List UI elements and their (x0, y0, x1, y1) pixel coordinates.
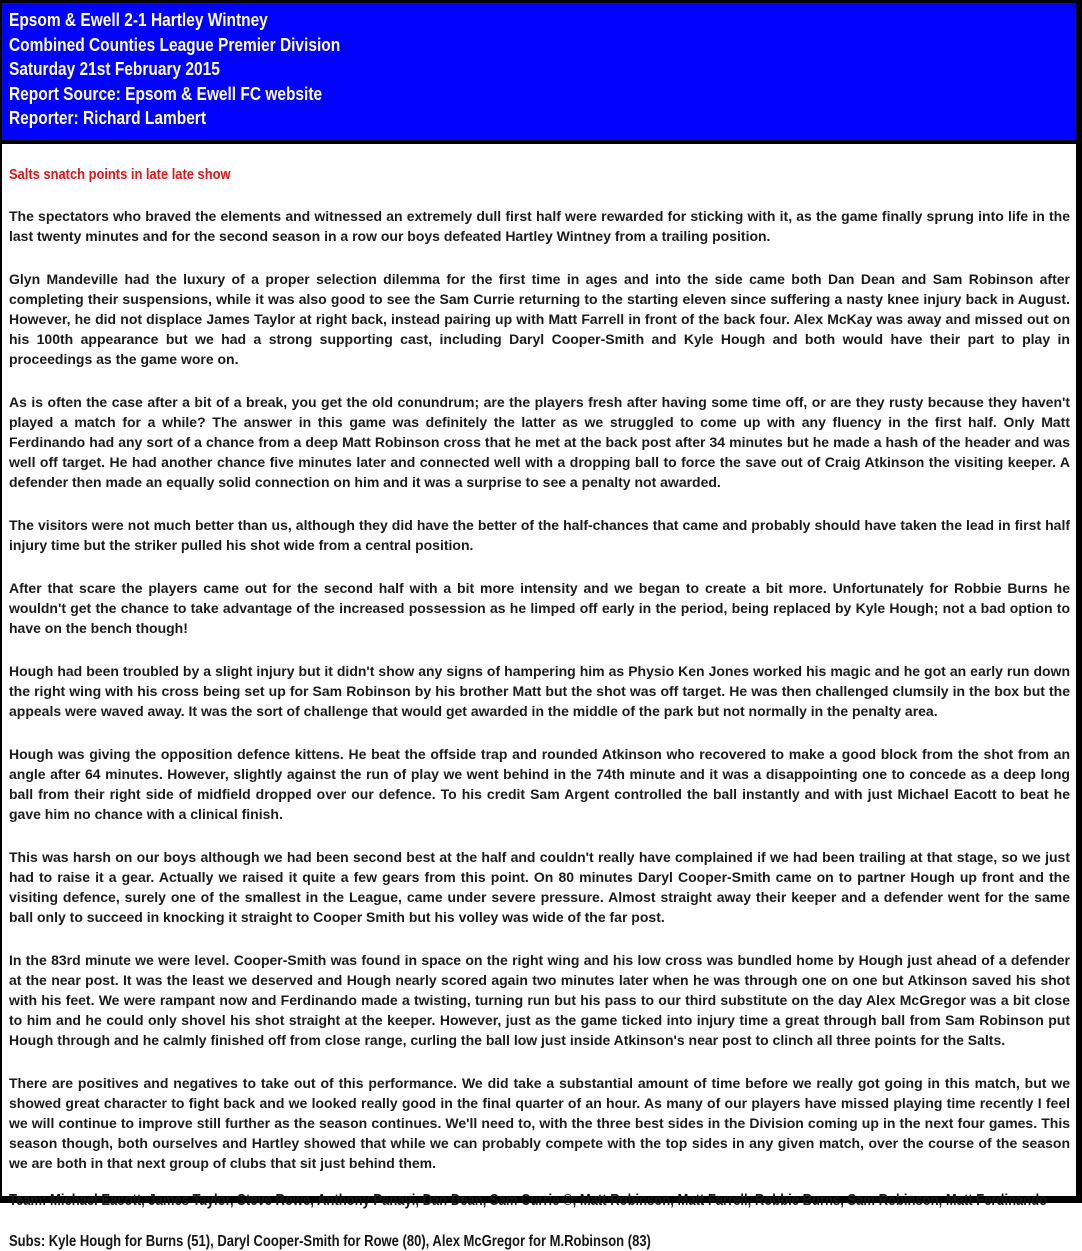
match-date: Saturday 21st February 2015 (9, 59, 220, 80)
report-body (2, 206, 1076, 1173)
report-headline: Salts snatch points in late late show (9, 165, 231, 183)
report-paragraph: Hough was giving the opposition defence kittens. He beat the offside trap and rounded Atkinson who recovered to make a good block from the shot from an angle after 64 minutes. However, slightly against the run of play we went behind in the 74th minute and it was a disappointing one to concede as a deep long ball from their right side of midfield dropped over our defence. To his credit Sam Argent controlled the ball instantly and with just Michael Eacott to beat he gave him no chance with a clinical finish. (9, 745, 1070, 822)
report-paragraph: The visitors were not much better than us, although they did have the better of the half-chances that came and probably should have taken the lead in first half injury time but the striker pulled his shot wide from a central position. (9, 516, 1070, 553)
report-paragraph: There are positives and negatives to take out of this performance. We did take a substantial amount of time before we really got going in this match, but we showed great character to fight back and we looked really good in the final quarter of an hour. As many of our players have missed playing time recently I feel we will continue to improve still further as the season continues. We'll need to, with the three best sides in the Division coming up in the next four games. This season though, both ourselves and Hartley showed that while we can probably compete with the top sides in any given match, over the course of the season we are both in that next group of clubs that sit just behind them. (9, 1074, 1070, 1171)
report-paragraph: After that scare the players came out for the second half with a bit more intensity and we began to create a bit more. Unfortunately for Robbie Burns he wouldn't get the chance to take advantage of the increased possession as he limped off early in the period, being replaced by Kyle Hough; not a bad option to have on the bench though! (9, 579, 1070, 636)
report-paragraph: Glyn Mandeville had the luxury of a proper selection dilemma for the first time in ages and into the side came both Dan Dean and Sam Robinson after completing their suspensions, while it was also good to see the Sam Currie returning to the starting eleven since suffering a nasty knee injury back in August. However, he did not displace James Taylor at right back, instead pairing up with Matt Farrell in front of the back four. Alex McKay was away and missed out on his 100th appearance but we had a strong supporting cast, including Daryl Cooper-Smith and Kyle Hough and both would have their part to play in proceedings as the game wore on. (9, 270, 1070, 367)
team-lineup: Team: Michael Eacott, James Taylor, Steve Rowe, Anthony Panayi, Dan Dean, Sam Currie ©, Matt Robinson, Matt Farrell, Robbie Burns, Sam Robinson, Matt Ferdinando (9, 1191, 1048, 1209)
competition-name: Combined Counties League Premier Division (9, 34, 341, 55)
reporter-name: Reporter: Richard Lambert (9, 108, 206, 129)
report-paragraph: Hough had been troubled by a slight injury but it didn't show any signs of hampering him as Physio Ken Jones worked his magic and he got an early run down the right wing with his cross being set up for Sam Robinson by his brother Matt but the shot was off target. He was then challenged clumsily in the box but the appeals were waved away. It was the sort of challenge that would get awarded in the middle of the park but not normally in the penalty area. (9, 662, 1070, 719)
report-header (2, 3, 1076, 144)
report-paragraph: As is often the case after a bit of a break, you get the old conundrum; are the players fresh after having some time off, or are they rusty because they haven't played a match for a while? The answer in this game was definitely the latter as we struggled to come up with any fluency in the first half. Only Matt Ferdinando had any sort of a chance from a deep Matt Robinson cross that he met at the back post after 34 minutes but he made a hash of the header and was well off target. He had another chance five minutes later and connected well with a dropping ball to force the save out of Craig Atkinson the visiting keeper. A defender then made an equally solid connection on him and it was a surprise to see a penalty not awarded. (9, 393, 1070, 490)
report-paragraph: The spectators who braved the elements and witnessed an extremely dull first half were rewarded for sticking with it, as the game finally sprung into life in the last twenty minutes and for the second season in a row our boys defeated Hartley Wintney from a trailing position. (9, 207, 1070, 244)
substitutes-list: Subs: Kyle Hough for Burns (51), Daryl Cooper-Smith for Rowe (80), Alex McGregor for M.Robinson (83) (9, 1232, 651, 1250)
match-title: Epsom & Ewell 2-1 Hartley Wintney (9, 10, 268, 30)
report-paragraph: This was harsh on our boys although we had been second best at the half and couldn't really have complained if we had been trailing at that stage, so we just had to raise it a gear. Actually we raised it quite a few gears from this point. On 80 minutes Daryl Cooper-Smith came on to partner Hough up front and the visiting defence, surely one of the smallest in the League, came under severe pressure. Almost straight away their keeper and a defender went for the same ball only to succeed in knocking it straight to Cooper Smith but his volley was wide of the far post. (9, 848, 1070, 925)
report-paragraph: In the 83rd minute we were level. Cooper-Smith was found in space on the right wing and his low cross was bundled home by Hough just ahead of a defender at the near post. It was the least we deserved and Hough nearly scored again two minutes later when he was through one on one but Atkinson saved his shot with his feet. We were rampant now and Ferdinando made a twisting, turning run but his pass to our third substitute on the day Alex McGregor was a bit close to him and he could only shovel his shot straight at the keeper. However, just as the game ticked into injury time a great through ball from Sam Robinson put Hough through and he calmly finished off from close range, curling the ball low just inside Atkinson's near post to clinch all three points for the Salts. (9, 951, 1070, 1048)
report-source: Report Source: Epsom & Ewell FC website (9, 83, 323, 104)
